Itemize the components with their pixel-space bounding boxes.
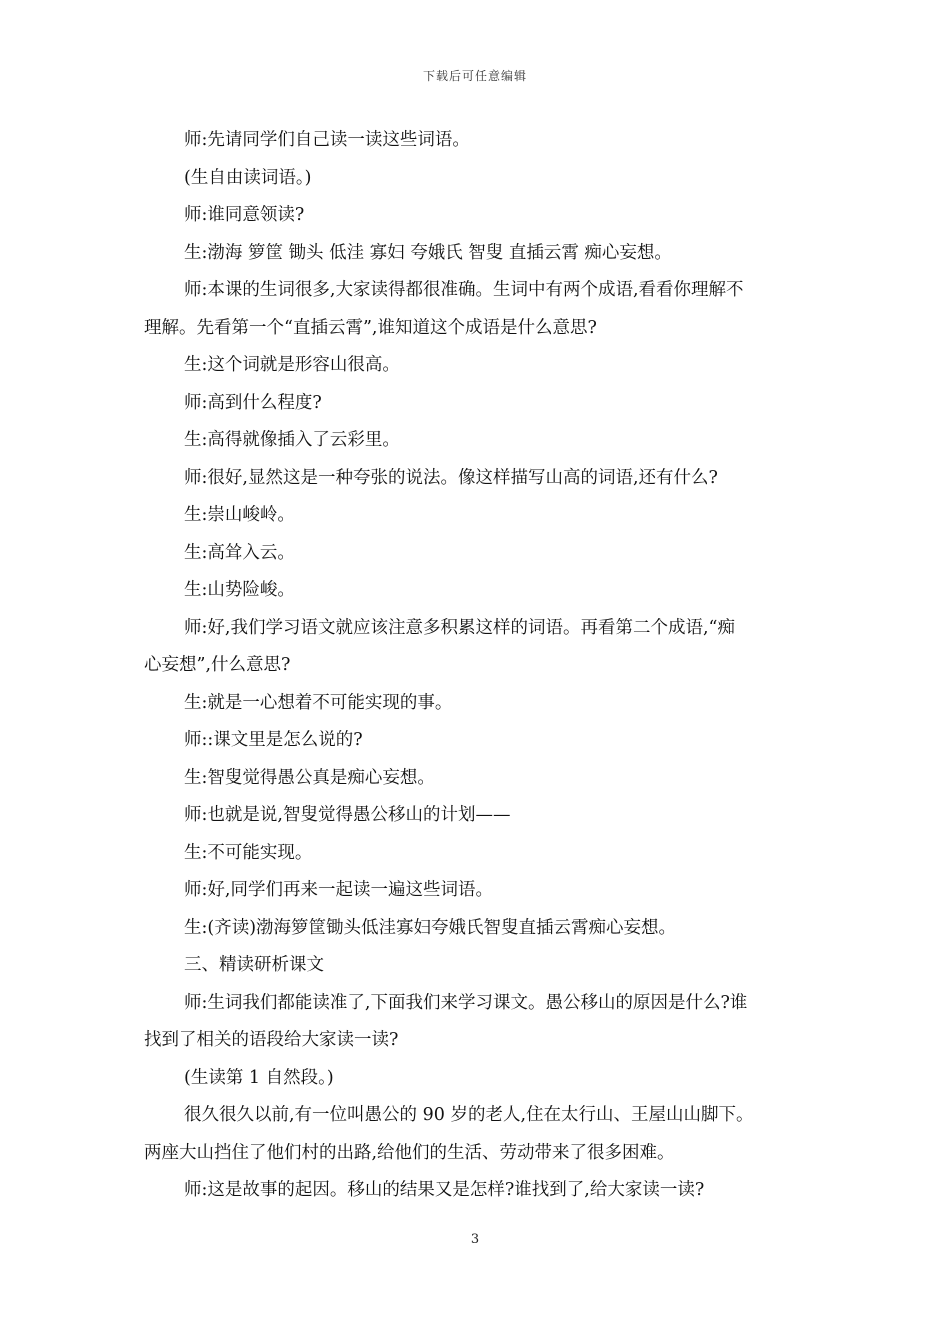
text-line: 师:也就是说,智叟觉得愚公移山的计划—— bbox=[184, 805, 511, 825]
text-line: 生:高得就像插入了云彩里。 bbox=[184, 430, 400, 450]
text-line: 师:先请同学们自己读一读这些词语。 bbox=[184, 130, 470, 150]
text-line: 师:很好,显然这是一种夸张的说法。像这样描写山高的词语,还有什么? bbox=[184, 467, 718, 488]
text-line: 生:山势险峻。 bbox=[184, 580, 295, 600]
text-line: 师:高到什么程度? bbox=[184, 392, 322, 413]
text-line: 师:谁同意领读? bbox=[184, 205, 305, 225]
text-line: 找到了相关的语段给大家读一读? bbox=[144, 1030, 399, 1050]
text-line: 很久很久以前,有一位叫愚公的 90 岁的老人,住在太行山、王屋山山脚下。 bbox=[184, 1105, 754, 1125]
text-line: 生:渤海 箩筐 锄头 低洼 寡妇 夸娥氏 智叟 直插云霄 痴心妄想。 bbox=[184, 242, 672, 263]
text-line: 生:智叟觉得愚公真是痴心妄想。 bbox=[184, 767, 435, 788]
text-line: 生:不可能实现。 bbox=[184, 842, 313, 863]
text-line: (生自由读词语。) bbox=[184, 167, 312, 188]
text-line: 两座大山挡住了他们村的出路,给他们的生活、劳动带来了很多困难。 bbox=[144, 1142, 675, 1163]
text-line: 生:这个词就是形容山很高。 bbox=[184, 355, 400, 375]
text-line: 心妄想”,什么意思? bbox=[144, 655, 291, 675]
text-line: 理解。先看第一个“直插云霄”,谁知道这个成语是什么意思? bbox=[144, 317, 597, 338]
text-line: 师:好,同学们再来一起读一遍这些词语。 bbox=[184, 880, 493, 900]
page-number: 3 bbox=[470, 1232, 480, 1247]
document-body bbox=[144, 122, 812, 1210]
text-line: 师::课文里是怎么说的? bbox=[184, 730, 363, 750]
text-line: 师:这是故事的起因。移山的结果又是怎样?谁找到了,给大家读一读? bbox=[184, 1180, 705, 1200]
text-line: 三、精读研析课文 bbox=[184, 955, 324, 975]
text-line: 生:就是一心想着不可能实现的事。 bbox=[184, 692, 453, 713]
text-line: 师:好,我们学习语文就应该注意多积累这样的词语。再看第二个成语,“痴 bbox=[184, 617, 735, 638]
text-line: 生:高耸入云。 bbox=[184, 542, 295, 563]
text-line: (生读第 1 自然段。) bbox=[184, 1067, 334, 1088]
page-header: 下载后可任意编辑 bbox=[422, 69, 527, 83]
text-line: 生:(齐读)渤海箩筐锄头低洼寡妇夸娥氏智叟直插云霄痴心妄想。 bbox=[184, 917, 677, 938]
text-line: 师:生词我们都能读准了,下面我们来学习课文。愚公移山的原因是什么?谁 bbox=[184, 992, 748, 1013]
text-line: 师:本课的生词很多,大家读得都很准确。生词中有两个成语,看看你理解不 bbox=[184, 280, 744, 300]
text-line: 生:崇山峻岭。 bbox=[184, 505, 295, 525]
